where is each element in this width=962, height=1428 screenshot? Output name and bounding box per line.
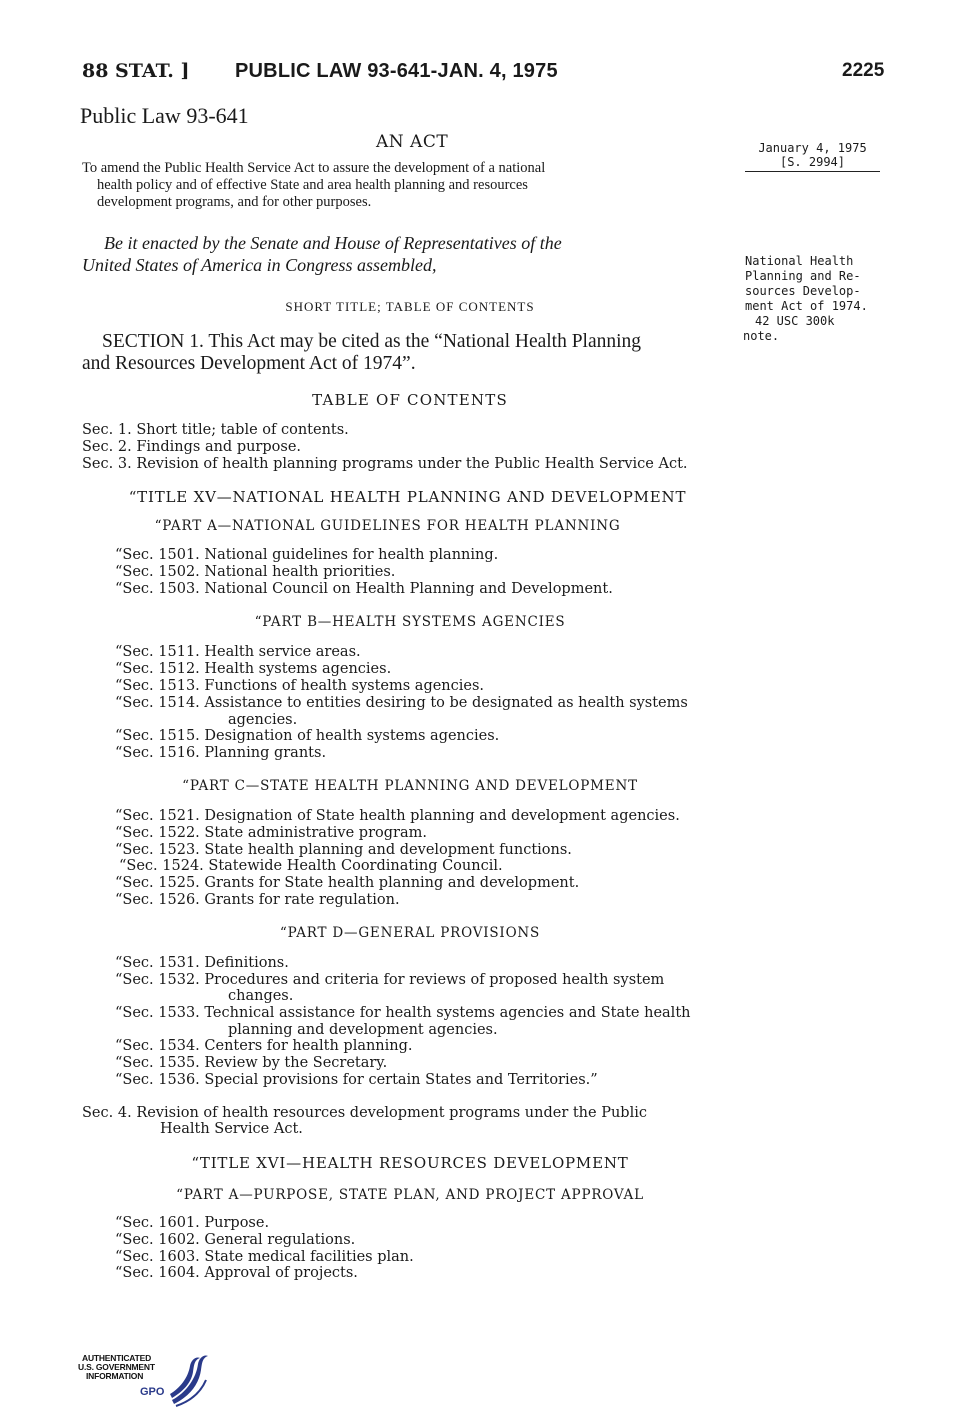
margin-rule xyxy=(745,171,880,172)
margin-note-line: 42 USC 300k xyxy=(755,314,835,328)
toc-entry xyxy=(115,1072,598,1088)
toc-entry-text: State health planning and development functions. xyxy=(204,842,572,858)
toc-entry-text: Definitions. xyxy=(204,955,289,971)
toc-entry xyxy=(115,564,395,580)
purpose-line: To amend the Public Health Service Act to assure the development of a national xyxy=(82,160,546,176)
toc-entry xyxy=(115,661,391,677)
toc-entry-text: Designation of health systems agencies. xyxy=(204,728,500,744)
toc-entry-label: Sec. 3. xyxy=(82,456,132,472)
enacting-line: Be it enacted by the Senate and House of Representatives of the xyxy=(104,233,562,253)
toc-entry xyxy=(115,644,361,660)
toc-entry xyxy=(115,1232,355,1248)
toc-entry-label: Sec. 4. xyxy=(82,1105,132,1121)
section-1 xyxy=(82,331,737,375)
toc-entry xyxy=(115,825,427,841)
toc-entry-text: National guidelines for health planning. xyxy=(204,547,499,563)
toc-entry xyxy=(115,972,664,988)
toc-entry-text: Procedures and criteria for reviews of proposed health system xyxy=(204,972,665,988)
title-xv-heading: “TITLE XV—NATIONAL HEALTH PLANNING AND DEVELOPMENT xyxy=(128,488,687,506)
margin-note-line: National Health xyxy=(745,254,854,268)
enactment-date: January 4, 1975 xyxy=(758,141,867,155)
toc-entry xyxy=(82,439,301,455)
toc-entry xyxy=(115,728,499,744)
toc-entry xyxy=(115,678,484,694)
purpose-line: development programs, and for other purposes. xyxy=(97,194,372,210)
gpo-label: GPO xyxy=(140,1386,165,1398)
toc-entry xyxy=(115,875,579,891)
running-header: PUBLIC LAW 93-641-JAN. 4, 1975 xyxy=(235,60,558,82)
toc-entry xyxy=(82,1105,647,1121)
toc-entry-text: Assistance to entities desiring to be designated as health systems xyxy=(204,695,688,711)
toc-entry xyxy=(115,1005,691,1021)
toc-entry xyxy=(115,842,572,858)
seal-text: AUTHENTICATED xyxy=(82,1353,152,1363)
toc-entry-label: “Sec. 1604. xyxy=(115,1265,200,1281)
toc-entry-label: “Sec. 1513. xyxy=(115,678,200,694)
part-c-heading: “PART C—STATE HEALTH PLANNING AND DEVELOPMENT xyxy=(182,778,638,794)
toc-entry-text: General regulations. xyxy=(204,1232,356,1248)
toc-entry xyxy=(115,1038,413,1054)
toc-entry-label: “Sec. 1503. xyxy=(115,581,200,597)
toc-entry-label: Sec. 2. xyxy=(82,439,132,455)
toc-entry-text: Health systems agencies. xyxy=(204,661,392,677)
section-text: This Act may be cited as the “National Health Planning xyxy=(208,331,642,352)
toc-entry-text: Grants for rate regulation. xyxy=(204,892,400,908)
toc-entry xyxy=(115,695,688,711)
toc-entry-label: “Sec. 1523. xyxy=(115,842,200,858)
stat-reference: 88 STAT. ] xyxy=(82,60,190,82)
toc-entry xyxy=(115,581,613,597)
seal-text: U.S. GOVERNMENT xyxy=(78,1362,155,1372)
toc-entry-continuation: Health Service Act. xyxy=(160,1121,303,1137)
toc-entry-label: “Sec. 1514. xyxy=(115,695,200,711)
toc-entry-text: National health priorities. xyxy=(204,564,396,580)
enacting-line: United States of America in Congress assembled, xyxy=(82,255,437,275)
toc-entry xyxy=(115,892,400,908)
toc-entry-label: “Sec. 1601. xyxy=(115,1215,200,1231)
an-act-heading: AN ACT xyxy=(376,132,449,152)
toc-entry-label: “Sec. 1516. xyxy=(115,745,200,761)
margin-note-line: ment Act of 1974. xyxy=(745,299,868,313)
toc-entry-text: Grants for State health planning and development. xyxy=(204,875,580,891)
toc-entry-text: State medical facilities plan. xyxy=(204,1249,414,1265)
toc-entry xyxy=(115,808,680,824)
margin-note-line: Planning and Re- xyxy=(745,269,861,283)
toc-entry xyxy=(115,1249,414,1265)
toc-entry xyxy=(115,955,289,971)
toc-heading: TABLE OF CONTENTS xyxy=(312,391,508,409)
toc-entry-label: “Sec. 1522. xyxy=(115,825,200,841)
toc-entry-text: Statewide Health Coordinating Council. xyxy=(208,858,503,874)
margin-note-line: note. xyxy=(743,329,780,343)
section-label: SECTION 1. xyxy=(102,331,204,352)
toc-entry-text: Centers for health planning. xyxy=(204,1038,413,1054)
margin-note-line: sources Develop- xyxy=(745,284,861,298)
toc-entry-continuation: planning and development agencies. xyxy=(228,1022,498,1038)
gpo-authentication-seal xyxy=(78,1350,213,1410)
short-title-heading: SHORT TITLE; TABLE OF CONTENTS xyxy=(285,299,535,314)
toc-entry-text: Planning grants. xyxy=(204,745,327,761)
toc-entry-text: Designation of State health planning and development agencies. xyxy=(204,808,680,824)
toc-entry-text: Purpose. xyxy=(204,1215,270,1231)
toc-entry xyxy=(82,456,688,472)
toc-entry-text: Health service areas. xyxy=(204,644,361,660)
section-text: and Resources Development Act of 1974”. xyxy=(82,353,416,374)
part-d-heading: “PART D—GENERAL PROVISIONS xyxy=(279,925,541,941)
toc-entry-text: Short title; table of contents. xyxy=(136,422,349,438)
toc-entry-label: “Sec. 1511. xyxy=(115,644,200,660)
toc-entry xyxy=(119,858,503,874)
toc-entry-label: Sec. 1. xyxy=(82,422,132,438)
toc-entry-label: “Sec. 1501. xyxy=(115,547,200,563)
toc-entry-label: “Sec. 1526. xyxy=(115,892,200,908)
toc-entry xyxy=(82,422,349,438)
toc-entry-label: “Sec. 1536. xyxy=(115,1072,200,1088)
toc-entry-label: “Sec. 1533. xyxy=(115,1005,200,1021)
law-name: Public Law 93-641 xyxy=(80,103,249,128)
toc-entry-label: “Sec. 1602. xyxy=(115,1232,200,1248)
toc-entry-label: “Sec. 1532. xyxy=(115,972,200,988)
bill-number: [S. 2994] xyxy=(779,155,846,169)
toc-entry xyxy=(115,745,326,761)
toc-entry-text: State administrative program. xyxy=(204,825,427,841)
part-a-heading: “PART A—NATIONAL GUIDELINES FOR HEALTH PLANNING xyxy=(154,518,621,534)
toc-entry-text: National Council on Health Planning and Development. xyxy=(204,581,613,597)
toc-entry-label: “Sec. 1515. xyxy=(115,728,200,744)
toc-entry-label: “Sec. 1502. xyxy=(115,564,200,580)
toc-entry-text: Review by the Secretary. xyxy=(204,1055,388,1071)
toc-entry-label: “Sec. 1512. xyxy=(115,661,200,677)
toc-entry-label: “Sec. 1603. xyxy=(115,1249,200,1265)
margin-date-note xyxy=(745,141,880,172)
toc-entry-text: Revision of health planning programs under the Public Health Service Act. xyxy=(136,456,688,472)
toc-entry-label: “Sec. 1531. xyxy=(115,955,200,971)
act-purpose xyxy=(82,160,737,211)
title-xvi-heading: “TITLE XVI—HEALTH RESOURCES DEVELOPMENT xyxy=(191,1154,629,1172)
eagle-icon xyxy=(166,1350,210,1408)
toc-entry xyxy=(115,1265,358,1281)
toc-entry-text: Findings and purpose. xyxy=(136,439,302,455)
purpose-line: health policy and of effective State and area health planning and resources xyxy=(97,177,528,193)
toc-entry xyxy=(115,1055,387,1071)
toc-entry-label: “Sec. 1534. xyxy=(115,1038,200,1054)
seal-text: INFORMATION xyxy=(86,1371,144,1381)
toc-entry-label: “Sec. 1521. xyxy=(115,808,200,824)
part-b-heading: “PART B—HEALTH SYSTEMS AGENCIES xyxy=(254,614,566,630)
toc-entry-label: “Sec. 1535. xyxy=(115,1055,200,1071)
toc-entry-continuation: agencies. xyxy=(228,712,298,728)
toc-entry-continuation: changes. xyxy=(228,988,294,1004)
page-number: 2225 xyxy=(842,60,885,81)
enacting-clause xyxy=(82,232,737,276)
toc-entry-label: “Sec. 1525. xyxy=(115,875,200,891)
toc-entry-text: Functions of health systems agencies. xyxy=(204,678,485,694)
toc-entry xyxy=(115,1215,269,1231)
part-a-xvi-heading: “PART A—PURPOSE, STATE PLAN, AND PROJECT APPROVAL xyxy=(176,1187,644,1203)
toc-entry-label: “Sec. 1524. xyxy=(119,858,204,874)
margin-citation-note xyxy=(743,254,880,343)
toc-entry-text: Approval of projects. xyxy=(204,1265,358,1281)
toc-entry-text: Revision of health resources development programs under the Public xyxy=(136,1105,647,1121)
toc-entry xyxy=(115,547,498,563)
toc-entry-text: Special provisions for certain States and Territories.” xyxy=(204,1072,598,1088)
toc-entry-text: Technical assistance for health systems agencies and State health xyxy=(204,1005,691,1021)
